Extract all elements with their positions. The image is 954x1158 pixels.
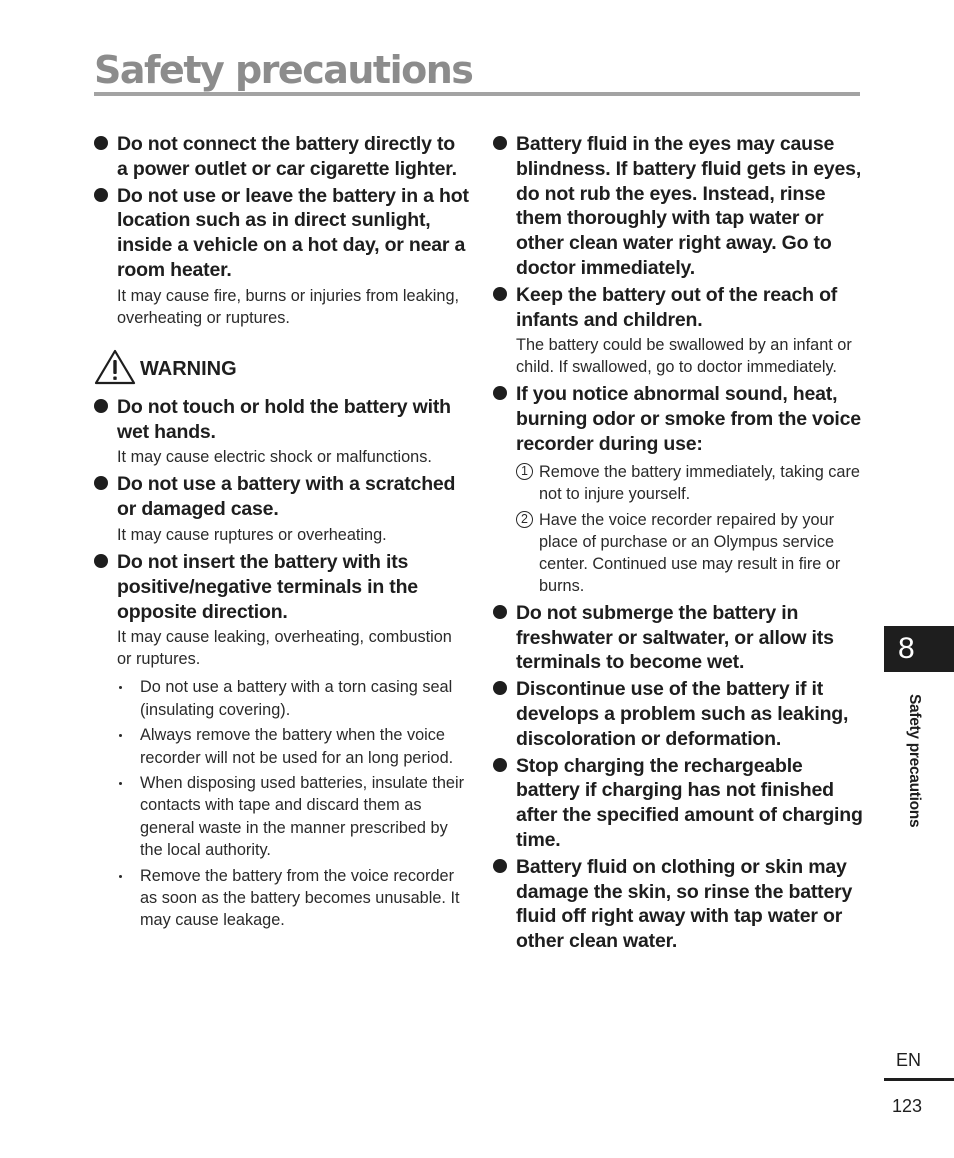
dot-icon — [119, 875, 122, 878]
warning-label: WARNING — [140, 357, 237, 380]
list-item — [493, 601, 865, 675]
warning-triangle-icon — [94, 349, 136, 385]
item-heading: Do not connect the battery directly to a power outlet or car cigarette lighter. — [117, 133, 457, 180]
page-number: 123 — [892, 1096, 923, 1116]
item-heading: Battery fluid on clothing or skin may damage the skin, so rinse the battery fluid off right away with tap water or other clean water. — [516, 855, 853, 953]
item-heading: Do not use a battery with a scratched or damaged case. — [117, 473, 456, 521]
sub-bullet-text: Always remove the battery when the voice recorder will not be used for an long period. — [140, 726, 454, 767]
list-item — [493, 754, 865, 853]
item-heading: Do not use or leave the battery in a hot location such as in direct sunlight, inside a vehicle on a hot day, or near a room heater. — [117, 184, 469, 281]
footer-rule — [884, 1078, 954, 1081]
bullet-icon — [493, 758, 507, 772]
item-heading: Battery fluid in the eyes may cause blindness. If battery fluid gets in eyes, do not rub the eyes. Instead, rinse them thoroughly with tap water or other clean water right away. Go to doctor immediately. — [516, 133, 862, 279]
list-item — [94, 184, 469, 329]
bullet-icon — [493, 136, 507, 150]
sub-bullet-text: When disposing used batteries, insulate their contacts with tape and discard them as general waste in the manner prescribed by the local authority. — [140, 773, 465, 860]
list-item — [94, 395, 469, 469]
bullet-icon — [94, 188, 108, 202]
item-heading: Keep the battery out of the reach of infants and children. — [516, 283, 838, 331]
bullet-icon — [493, 386, 507, 400]
warning-heading — [94, 349, 469, 385]
sub-bullet-item — [117, 676, 469, 721]
list-item — [493, 283, 865, 379]
sub-bullet-item — [117, 865, 469, 932]
sub-bullet-text: Remove the battery from the voice recorder as soon as the battery becomes unusable. It may cause leakage. — [140, 866, 460, 930]
list-item — [94, 550, 469, 932]
list-item — [493, 855, 865, 954]
sub-bullet-item — [117, 772, 469, 862]
bullet-icon — [94, 476, 108, 490]
bullet-icon — [493, 287, 507, 301]
language-code: EN — [896, 1050, 922, 1070]
item-note: The battery could be swallowed by an infant or child. If swallowed, go to doctor immediately. — [516, 336, 852, 377]
step-text: Have the voice recorder repaired by your place of purchase or an Olympus service center. Continued use may result in fire or burns. — [539, 510, 841, 595]
item-heading: Do not submerge the battery in freshwater or saltwater, or allow its terminals to become wet. — [516, 601, 834, 674]
bullet-icon — [94, 399, 108, 413]
item-heading: Do not insert the battery with its positive/negative terminals in the opposite direction. — [117, 550, 418, 623]
list-item — [493, 132, 865, 281]
title-underline — [94, 92, 860, 96]
list-item — [94, 132, 469, 182]
sub-bullet-list — [117, 676, 469, 931]
dot-icon — [119, 686, 122, 689]
step-text: Remove the battery immediately, taking care not to injure yourself. — [539, 462, 860, 503]
item-heading: If you notice abnormal sound, heat, burning odor or smoke from the voice recorder during use: — [516, 383, 861, 455]
section-label: Safety precautions — [906, 694, 923, 828]
item-note: It may cause ruptures or overheating. — [117, 525, 387, 544]
list-item — [493, 382, 865, 596]
item-heading: Stop charging the rechargeable battery if charging has not finished after the specified amount of charging time. — [516, 754, 863, 851]
bullet-icon — [94, 554, 108, 568]
chapter-tab[interactable]: 8 — [884, 626, 954, 672]
step-number-badge: 1 — [516, 463, 533, 480]
sub-bullet-text: Do not use a battery with a torn casing seal (insulating covering). — [140, 678, 453, 719]
left-column — [94, 132, 469, 935]
item-note: It may cause leaking, overheating, combustion or ruptures. — [117, 628, 452, 669]
item-heading: Discontinue use of the battery if it develops a problem such as leaking, discoloration or deformation. — [516, 678, 849, 750]
item-note: It may cause electric shock or malfunctions. — [117, 448, 432, 467]
bullet-icon — [493, 605, 507, 619]
list-item — [94, 472, 469, 546]
bullet-icon — [493, 859, 507, 873]
dot-icon — [119, 734, 122, 737]
dot-icon — [119, 782, 122, 785]
numbered-step — [516, 461, 865, 505]
item-note: It may cause fire, burns or injuries from leaking, overheating or ruptures. — [117, 286, 460, 327]
item-heading: Do not touch or hold the battery with wet hands. — [117, 395, 451, 443]
bullet-icon — [94, 136, 108, 150]
right-column — [493, 132, 865, 954]
numbered-step — [516, 509, 865, 597]
list-item — [493, 677, 865, 751]
sub-bullet-item — [117, 724, 469, 769]
page-title: Safety precautions — [94, 48, 473, 92]
step-number-badge: 2 — [516, 511, 533, 528]
bullet-icon — [493, 681, 507, 695]
